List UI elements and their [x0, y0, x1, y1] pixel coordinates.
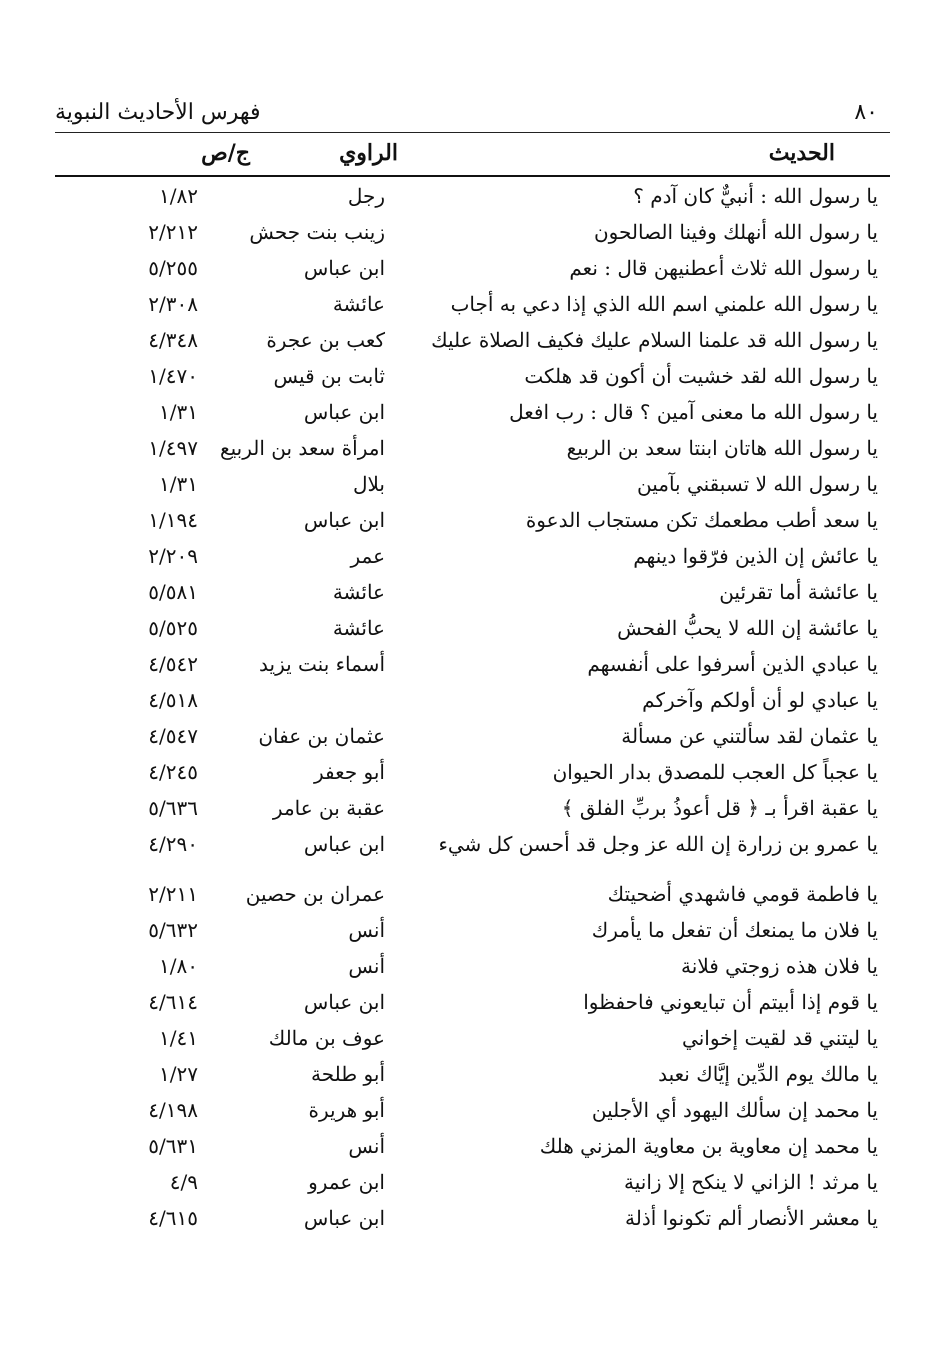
volume-page-reference: ٢/٢١٢ — [148, 220, 198, 244]
hadith-text: يا رسول الله ثلاث أعطنيهن قال : نعم — [569, 256, 878, 280]
volume-page-reference: ٤/٣٤٨ — [148, 328, 198, 352]
hadith-text: يا محمد إن معاوية بن معاوية المزني هلك — [539, 1134, 878, 1158]
index-row — [55, 1202, 890, 1238]
index-row — [55, 792, 890, 828]
narrator-name: ابن عباس — [303, 1206, 385, 1230]
index-row — [55, 216, 890, 252]
hadith-text: يا عائشة أما تقرئين — [719, 580, 878, 604]
index-row — [55, 1058, 890, 1094]
index-row — [55, 648, 890, 684]
volume-page-reference: ٤/٩ — [169, 1170, 198, 1194]
hadith-text: يا محمد إن سألك اليهود أي الأجلين — [591, 1098, 878, 1122]
volume-page-reference: ١/٣١ — [159, 400, 198, 424]
volume-page-reference: ١/٣١ — [159, 472, 198, 496]
hadith-text: يا مالك يوم الدِّين إيَّاك نعبد — [658, 1062, 878, 1086]
volume-page-reference: ٥/٦٣١ — [148, 1134, 198, 1158]
hadith-text: يا ليتني قد لقيت إخواني — [682, 1026, 878, 1050]
narrator-name: ابن عباس — [303, 832, 385, 856]
index-row — [55, 1022, 890, 1058]
narrator-name: عائشة — [332, 616, 385, 640]
index-row — [55, 828, 890, 864]
narrator-name: عمران بن حصين — [245, 882, 385, 906]
hadith-text: يا فاطمة قومي فاشهدي أضحيتك — [607, 882, 878, 906]
narrator-name: ابن عمرو — [308, 1170, 385, 1194]
volume-page-reference: ١/٨٠ — [159, 954, 198, 978]
narrator-name: عقبة بن عامر — [272, 796, 385, 820]
volume-page-reference: ١/٢٧ — [159, 1062, 198, 1086]
index-row — [55, 1094, 890, 1130]
narrator-name: امرأة سعد بن الربيع — [219, 436, 385, 460]
hadith-text: يا عائش إن الذين فرّقوا دينهم — [633, 544, 878, 568]
index-row — [55, 432, 890, 468]
hadith-text: يا رسول الله هاتان ابنتا سعد بن الربيع — [566, 436, 878, 460]
narrator-name: رجل — [347, 184, 385, 208]
hadith-text: يا رسول الله أنهلك وفينا الصالحون — [593, 220, 878, 244]
narrator-name: أنس — [348, 954, 385, 978]
index-row — [55, 396, 890, 432]
index-row — [55, 1166, 890, 1202]
page-number: ٨٠ — [854, 100, 878, 125]
narrator-name: كعب بن عجرة — [266, 328, 385, 352]
narrator-name: عائشة — [332, 292, 385, 316]
hadith-text: يا عقبة اقرأ بـ ﴿ قل أعوذُ بربِّ الفلق ﴾ — [561, 796, 878, 820]
narrator-name: ابن عباس — [303, 256, 385, 280]
index-row — [55, 914, 890, 950]
volume-page-reference: ٤/٢٤٥ — [148, 760, 198, 784]
hadith-text: يا عائشة إن الله لا يحبُّ الفحش — [617, 616, 878, 640]
index-row — [55, 576, 890, 612]
volume-page-reference: ٤/٥١٨ — [148, 688, 198, 712]
volume-page-reference: ١/٤٧٠ — [148, 364, 198, 388]
hadith-text: يا عجباً كل العجب للمصدق بدار الحيوان — [552, 760, 878, 784]
hadith-text: يا معشر الأنصار ألم تكونوا أذلة — [625, 1206, 878, 1230]
volume-page-reference: ١/١٩٤ — [148, 508, 198, 532]
column-header-narrator: الراوي — [339, 140, 398, 166]
hadith-text: يا رسول الله لقد خشيت أن أكون قد هلكت — [524, 364, 878, 388]
index-row — [55, 468, 890, 504]
header-rule — [55, 132, 890, 133]
index-row — [55, 252, 890, 288]
volume-page-reference: ٤/٥٤٧ — [148, 724, 198, 748]
volume-page-reference: ٤/٦١٤ — [148, 990, 198, 1014]
column-header-reference: ج/ص — [201, 140, 250, 166]
column-header-rule — [55, 175, 890, 177]
narrator-name: عوف بن مالك — [268, 1026, 385, 1050]
narrator-name: عائشة — [332, 580, 385, 604]
volume-page-reference: ٢/٢١١ — [148, 882, 198, 906]
hadith-text: يا فلان ما يمنعك أن تفعل ما يأمرك — [591, 918, 878, 942]
volume-page-reference: ١/٤١ — [159, 1026, 198, 1050]
volume-page-reference: ٥/٦٣٦ — [148, 796, 198, 820]
hadith-text: يا عبادي لو أن أولكم وآخركم — [642, 688, 878, 712]
index-row — [55, 540, 890, 576]
volume-page-reference: ٤/٥٤٢ — [148, 652, 198, 676]
hadith-text: يا مرثد ! الزاني لا ينكح إلا زانية — [624, 1170, 878, 1194]
volume-page-reference: ٤/٢٩٠ — [148, 832, 198, 856]
narrator-name: أنس — [348, 918, 385, 942]
narrator-name: زينب بنت جحش — [249, 220, 385, 244]
index-row — [55, 324, 890, 360]
hadith-text: يا قوم إذا أبيتم أن تبايعوني فاحفظوا — [583, 990, 878, 1014]
index-row — [55, 180, 890, 216]
narrator-name: ابن عباس — [303, 990, 385, 1014]
hadith-text: يا رسول الله قد علمنا السلام عليك فكيف الصلاة عليك — [431, 328, 878, 352]
index-row — [55, 684, 890, 720]
index-row — [55, 1130, 890, 1166]
narrator-name: عثمان بن عفان — [258, 724, 385, 748]
narrator-name: ابن عباس — [303, 400, 385, 424]
index-row — [55, 720, 890, 756]
hadith-text: يا رسول الله علمني اسم الله الذي إذا دعي به أجاب — [450, 292, 878, 316]
hadith-text: يا سعد أطب مطعمك تكن مستجاب الدعوة — [525, 508, 878, 532]
narrator-name: بلال — [352, 472, 385, 496]
running-title: فهرس الأحاديث النبوية — [55, 100, 261, 125]
column-headers — [55, 140, 890, 176]
index-row — [55, 950, 890, 986]
volume-page-reference: ٥/٦٣٢ — [148, 918, 198, 942]
hadith-text: يا عثمان لقد سألتني عن مسألة — [621, 724, 878, 748]
volume-page-reference: ١/٨٢ — [159, 184, 198, 208]
index-row — [55, 986, 890, 1022]
narrator-name: عمر — [350, 544, 385, 568]
narrator-name: أبو هريرة — [308, 1098, 385, 1122]
volume-page-reference: ٥/٥٢٥ — [148, 616, 198, 640]
hadith-text: يا عمرو بن زرارة إن الله عز وجل قد أحسن كل شيء — [438, 832, 878, 856]
index-row — [55, 504, 890, 540]
volume-page-reference: ١/٤٩٧ — [148, 436, 198, 460]
narrator-name: ابن عباس — [303, 508, 385, 532]
volume-page-reference: ٥/٢٥٥ — [148, 256, 198, 280]
index-row — [55, 360, 890, 396]
index-row — [55, 612, 890, 648]
volume-page-reference: ٤/٦١٥ — [148, 1206, 198, 1230]
index-row — [55, 756, 890, 792]
narrator-name: أبو جعفر — [314, 760, 385, 784]
narrator-name: أنس — [348, 1134, 385, 1158]
volume-page-reference: ٢/٢٠٩ — [148, 544, 198, 568]
index-row — [55, 288, 890, 324]
volume-page-reference: ٢/٣٠٨ — [148, 292, 198, 316]
hadith-text: يا فلان هذه زوجتي فلانة — [681, 954, 878, 978]
hadith-text: يا رسول الله لا تسبقني بآمين — [636, 472, 878, 496]
hadith-text: يا رسول الله ما معنى آمين ؟ قال : رب افعل — [509, 400, 878, 424]
narrator-name: أبو طلحة — [311, 1062, 385, 1086]
hadith-text: يا رسول الله : أنبيٌّ كان آدم ؟ — [633, 184, 878, 208]
narrator-name: أسماء بنت يزيد — [259, 652, 385, 676]
running-head — [55, 100, 890, 134]
narrator-name: ثابت بن قيس — [273, 364, 385, 388]
hadith-text: يا عبادي الذين أسرفوا على أنفسهم — [587, 652, 878, 676]
index-row — [55, 878, 890, 914]
volume-page-reference: ٥/٥٨١ — [148, 580, 198, 604]
volume-page-reference: ٤/١٩٨ — [148, 1098, 198, 1122]
column-header-hadith: الحديث — [768, 140, 835, 166]
